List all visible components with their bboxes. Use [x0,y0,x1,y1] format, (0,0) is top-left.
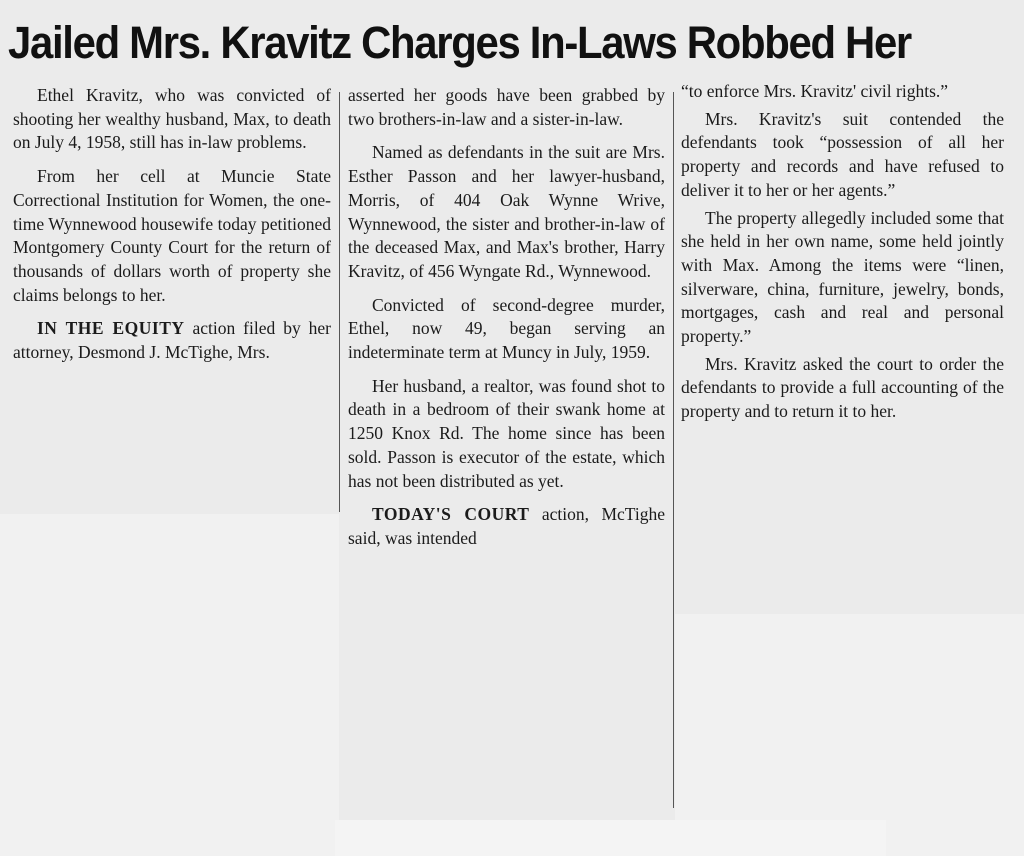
paragraph-civil-rights: “to enforce Mrs. Kravitz' civil rights.” [681,81,949,101]
paragraph-accounting: Mrs. Kravitz asked the court to order the defendants to provide a full accounting of the property and to return it to her. [681,353,1004,422]
paragraph-defendants: Named as defendants in the suit are Mrs. Esther Passon and her lawyer-husband, Morris, of 404 Oak Wynne Wrive, Wynnewood, the sister and brother-in-law of the deceased Max, and Max's brother, Harry Kravitz, of 456 Wyngate Rd., Wynnewood. [348,142,665,281]
paragraph-intro: Ethel Kravitz, who was convicted of shooting her wealthy husband, Max, to death on July 4, 1958, still has in-law problems. [13,85,331,153]
clipping-footer-paper [335,820,886,856]
paragraph-husband: Her husband, a realtor, was found shot to death in a bedroom of their swank home at 1250 Knox Rd. The home since has been sold. Passon is executor of the estate, which has not been distributed as yet. [348,375,665,491]
article-column-3 [681,80,1004,428]
paragraph-court-action [348,503,665,550]
paragraph-goods-grabbed: asserted her goods have been grabbed by two brothers-in-law and a sister-in-law. [348,85,665,129]
paragraph-conviction: Convicted of second-degree murder, Ethel, now 49, began serving an indeterminate term at Muncy in July, 1959. [348,294,665,363]
paragraph-property-items: The property allegedly included some that she held in her own name, some held jointly with Max. Among the items were “linen, silverware, china, furniture, jewelry, bonds, mortgages, cash and real and personal property.” [681,207,1004,347]
subhead-equity: IN THE EQUITY [37,318,185,339]
subhead-court: TODAY'S COURT [372,504,530,525]
paragraph-equity-action [13,317,331,364]
paragraph-suit-contended: Mrs. Kravitz's suit contended the defendants took “possession of all her property and records and have refused to deliver it to her or her agents.” [681,108,1004,200]
paragraph-petition: From her cell at Muncie State Correctional Institution for Women, the one-time Wynnewood housewife today petitioned Montgomery County Court for the return of thousands of dollars worth of property she claims belongs to her. [13,166,331,305]
headline: Jailed Mrs. Kravitz Charges In-Laws Robbed Her [8,17,911,68]
article-column-2 [348,84,665,561]
column-divider-1 [339,92,340,512]
paragraph-equity-text: action filed by her attorney, Desmond J. McTighe, Mrs. [13,318,331,363]
paragraph-court-text: action, McTighe said, was intended [348,504,665,548]
column-divider-2 [673,92,674,808]
article-column-1 [13,84,331,375]
